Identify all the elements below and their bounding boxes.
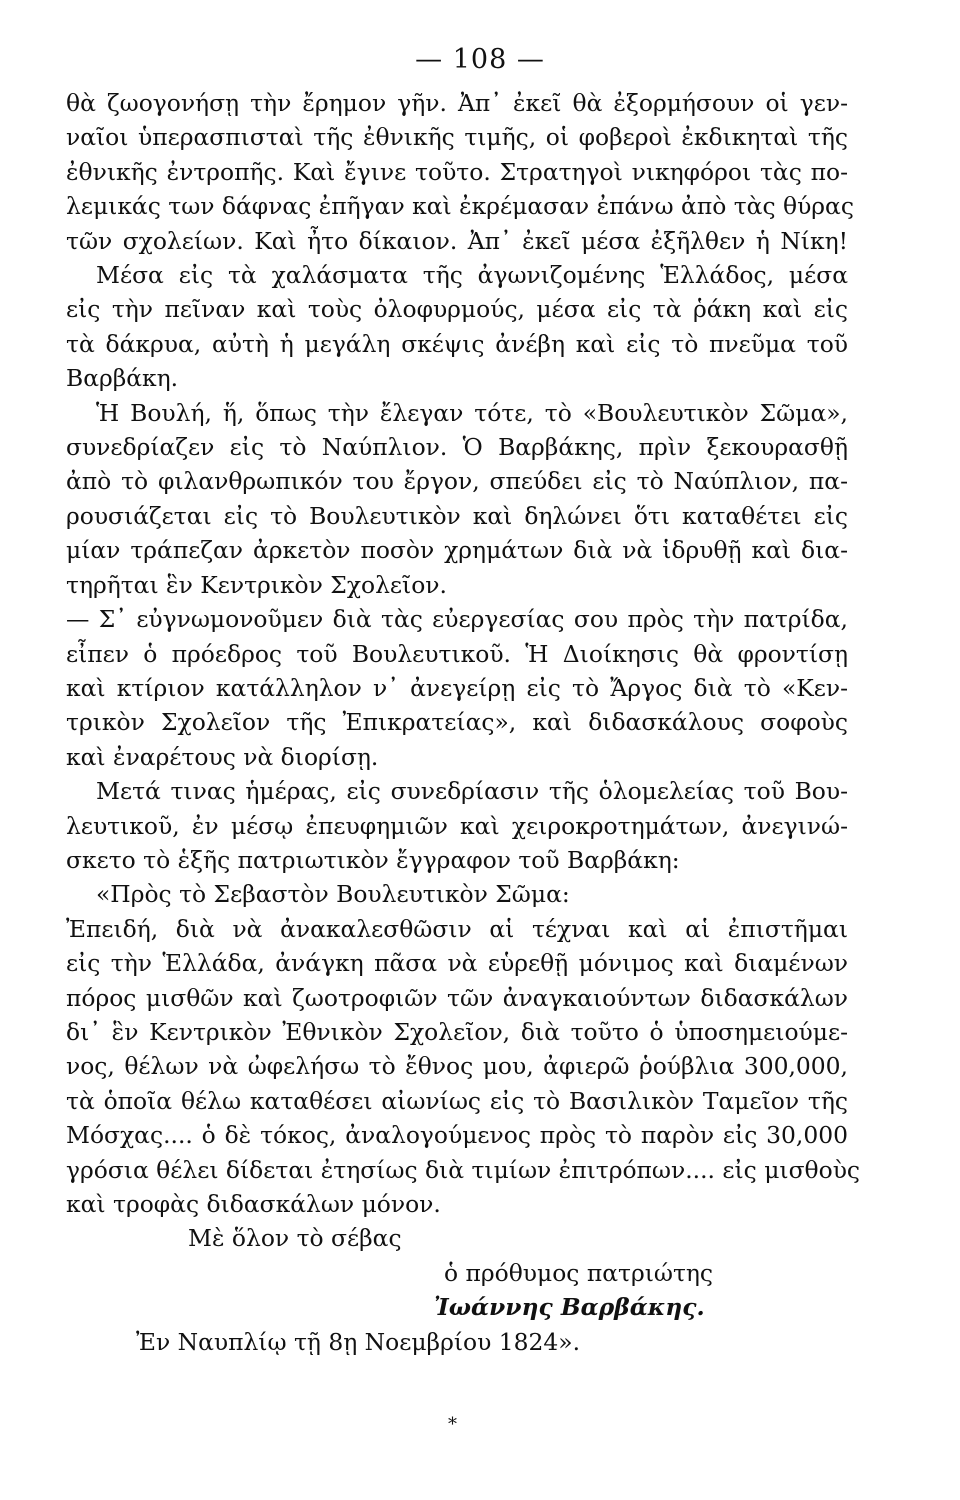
text-line: σκετο τὸ ἑξῆς πατριωτικὸν ἔγγραφον τοῦ Βαρβάκη: <box>66 845 680 874</box>
signature-date: Ἐν Ναυπλίῳ τῇ 8ῃ Νοεμβρίου 1824». <box>136 1327 581 1356</box>
text-line: λεμικάς των δάφνας ἐπῆγαν καὶ ἐκρέμασαν ἐπάνω ἀπὸ τὰς θύρας <box>66 192 854 221</box>
text-line: νος, θέλων νὰ ὠφελήσω τὸ ἔθνος μου, ἀφιερῶ ῥούβλια 300,000, <box>66 1052 848 1081</box>
text-line: θὰ ζωογονήσῃ τὴν ἔρημον γῆν. Ἀπ᾽ ἐκεῖ θὰ ἐξορμήσουν οἱ γεν- <box>66 89 848 117</box>
text-line: καὶ κτίριον κατάλληλον ν᾽ ἀνεγείρῃ εἰς τὸ Ἄργος διὰ τὸ «Κεν- <box>66 673 848 702</box>
page-number: — 108 — <box>415 44 545 75</box>
text-line: ἐθνικῆς ἐντροπῆς. Καὶ ἔγινε τοῦτο. Στρατηγοὶ νικηφόροι τὰς πο- <box>66 157 848 186</box>
text-line: τὰ ὁποῖα θέλω καταθέσει αἰωνίως εἰς τὸ Βασιλικὸν Ταμεῖον τῆς <box>66 1086 848 1115</box>
text-line: Ἐπειδή, διὰ νὰ ἀνακαλεσθῶσιν αἱ τέχναι καὶ αἱ ἐπιστῆμαι <box>66 914 848 943</box>
signature-role: ὁ πρόθυμος πατριώτης <box>444 1258 714 1287</box>
signature-name: Ἰωάννης Βαρβάκης. <box>434 1293 705 1322</box>
text-line: Βαρβάκη. <box>66 364 179 393</box>
text-line: δι᾽ ἓν Κεντρικὸν Ἐθνικὸν Σχολεῖον, διὰ τοῦτο ὁ ὑποσημειούμε- <box>66 1017 848 1046</box>
text-line: Μόσχας.... ὁ δὲ τόκος, ἀναλογούμενος πρὸς τὸ παρὸν εἰς 30,000 <box>66 1121 848 1150</box>
text-line: τηρῆται ἓν Κεντρικὸν Σχολεῖον. <box>66 570 447 599</box>
text-line: εἰς τὴν πεῖναν καὶ τοὺς ὀλοφυρμούς, μέσα εἰς τὰ ῥάκη καὶ εἰς <box>66 295 848 324</box>
text-line: ναῖοι ὑπερασπισταὶ τῆς ἐθνικῆς τιμῆς, οἱ φοβεροὶ ἐκδικηταὶ τῆς <box>66 123 848 152</box>
text-line: — Σ᾽ εὐγνωμονοῦμεν διὰ τὰς εὐεργεσίας σου πρὸς τὴν πατρίδα, <box>66 605 848 634</box>
text-line: Μετά τινας ἡμέρας, εἰς συνεδρίασιν τῆς ὁλομελείας τοῦ Βου- <box>96 777 848 806</box>
footer-asterisk: * <box>448 1414 457 1435</box>
text-line: «Πρὸς τὸ Σεβαστὸν Βουλευτικὸν Σῶμα: <box>96 880 570 909</box>
text-line: ρουσιάζεται εἰς τὸ Βουλευτικὸν καὶ δηλώνει ὅτι καταθέτει εἰς <box>66 501 848 530</box>
text-line: Ἡ Βουλή, ἥ, ὅπως τὴν ἔλεγαν τότε, τὸ «Βουλευτικὸν Σῶμα», <box>96 398 848 427</box>
body-text <box>66 86 861 1359</box>
text-line: γρόσια θέλει δίδεται ἐτησίως διὰ τιμίων ἐπιτρόπων.... εἰς μισθοὺς <box>66 1155 861 1184</box>
text-line: λευτικοῦ, ἐν μέσῳ ἐπευφημιῶν καὶ χειροκροτημάτων, ἀνεγινώ- <box>66 811 848 840</box>
text-line: εἰς τὴν Ἑλλάδα, ἀνάγκη πᾶσα νὰ εὑρεθῇ μόνιμος καὶ διαμένων <box>66 949 848 978</box>
text-line: μίαν τράπεζαν ἀρκετὸν ποσὸν χρημάτων διὰ νὰ ἱδρυθῇ καὶ δια- <box>66 536 848 565</box>
signature-greeting: Μὲ ὅλον τὸ σέβας <box>188 1224 402 1253</box>
text-line: καὶ ἐναρέτους νὰ διορίσῃ. <box>66 742 379 771</box>
text-line: ἀπὸ τὸ φιλανθρωπικόν του ἔργον, σπεύδει εἰς τὸ Ναύπλιον, πα- <box>66 467 848 496</box>
text-line: Μέσα εἰς τὰ χαλάσματα τῆς ἀγωνιζομένης Ἑλλάδος, μέσα <box>96 261 848 290</box>
text-line: τρικὸν Σχολεῖον τῆς Ἐπικρατείας», καὶ διδασκάλους σοφοὺς <box>66 708 848 737</box>
text-line: καὶ τροφὰς διδασκάλων μόνον. <box>66 1190 441 1218</box>
text-line: συνεδρίαζεν εἰς τὸ Ναύπλιον. Ὁ Βαρβάκης, πρὶν ξεκουρασθῇ <box>66 433 848 462</box>
text-line: πόρος μισθῶν καὶ ζωοτροφιῶν τῶν ἀναγκαιούντων διδασκάλων <box>66 983 848 1012</box>
text-line: εἶπεν ὁ πρόεδρος τοῦ Βουλευτικοῦ. Ἡ Διοίκησις θὰ φροντίσῃ <box>66 639 848 668</box>
text-line: τὰ δάκρυα, αὐτὴ ἡ μεγάλη σκέψις ἀνέβη καὶ εἰς τὸ πνεῦμα τοῦ <box>66 329 848 358</box>
text-line: τῶν σχολείων. Καὶ ἦτο δίκαιον. Ἀπ᾽ ἐκεῖ μέσα ἐξῆλθεν ἡ Νίκη! <box>66 226 848 255</box>
